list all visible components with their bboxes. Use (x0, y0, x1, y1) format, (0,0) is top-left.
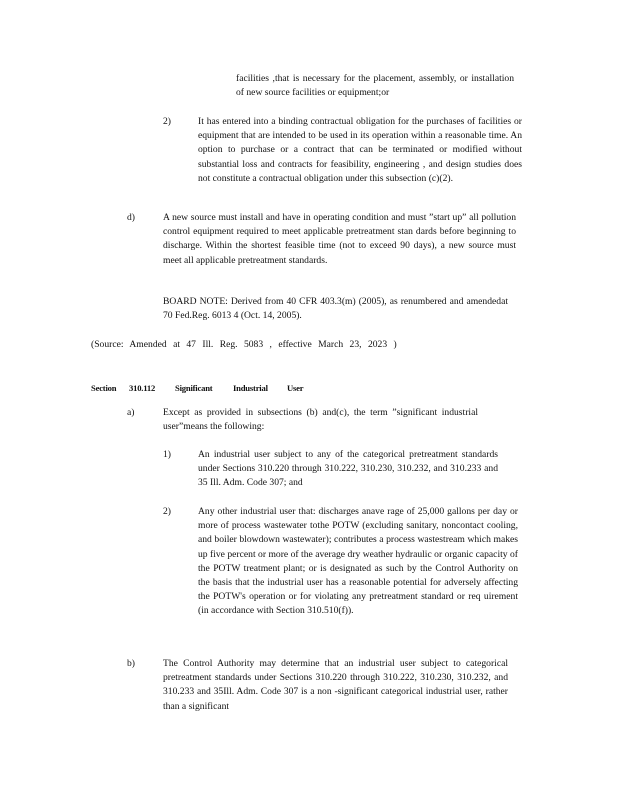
subsection-b-label: b) (127, 658, 135, 669)
subsection-b-text: The Control Authority may determine that an industrial user subject to categorical pretreatment standards under Sections 310.220 through 310.222, 310.230, 310.232, and 310.233 and 35Ill. Adm. Code 307 is a non -significant categorical industrial user, rather than a significant (163, 658, 508, 712)
item-2-label: 2) (163, 116, 171, 127)
continuation-text: facilities ,that is necessary for the placement, assembly, or installation of new source facilities or equipment;or (236, 73, 514, 99)
section-heading (91, 381, 303, 395)
subsection-a-label: a) (127, 407, 135, 418)
section-word: Section (91, 383, 117, 393)
subsection-a-item-1-label: 1) (163, 449, 171, 460)
subsection-a-item-2-label: 2) (163, 506, 171, 517)
item-2-text: It has entered into a binding contractual obligation for the purchases of facilities or equipment that are intended to be used in its operation within a reasonable time. An option to purchase or a contract that can be terminated or modified without substantial loss and contracts for feasibility, engineering , and design studies does not constitute a contractual obligation under this subsection (c)(2). (198, 116, 522, 184)
section-title-word-2: Industrial (233, 383, 268, 393)
subsection-a-item-2-text: Any other industrial user that: discharges anave rage of 25,000 gallons per day or more of process wastewater tothe POTW (excluding sanitary, noncontact cooling, and boiler blowdown wastewater); contributes a process wastestream which makes up five percent or more of the average dry weather hydraulic or organic capacity of the POTW treatment plant; or is designated as such by the Control Authority on the basis that the industrial user has a reasonable potential for adversely affecting the POTW's operation or for violating any pretreatment standard or req uirement (in accordance with Section 310.510(f)). (198, 506, 518, 617)
board-note: BOARD NOTE: Derived from 40 CFR 403.3(m) (2005), as renumbered and amendedat 70 Fed.Reg. 6013 4 (Oct. 14, 2005). (163, 296, 508, 322)
subsection-a-text: Except as provided in subsections (b) and(c), the term ”significant industrial user”means the following: (163, 407, 478, 433)
subsection-d-label: d) (127, 212, 135, 223)
section-title-word-1: Significant (175, 383, 213, 393)
subsection-a-item-1-text: An industrial user subject to any of the categorical pretreatment standards under Sections 310.220 through 310.222, 310.230, 310.232, and 310.233 and 35 Ill. Adm. Code 307; and (198, 449, 498, 489)
subsection-d-text: A new source must install and have in operating condition and must ”start up” all pollution control equipment required to meet applicable pretreatment stan dards before beginning to discharge. Within the shortest feasible time (not to exceed 90 days), a new source must meet all applicable pretreatment standards. (163, 212, 516, 266)
section-number: 310.112 (129, 383, 156, 393)
source-note: (Source: Amended at 47 Ill. Reg. 5083 , effective March 23, 2023 ) (91, 339, 397, 350)
section-title-word-3: User (287, 383, 304, 393)
